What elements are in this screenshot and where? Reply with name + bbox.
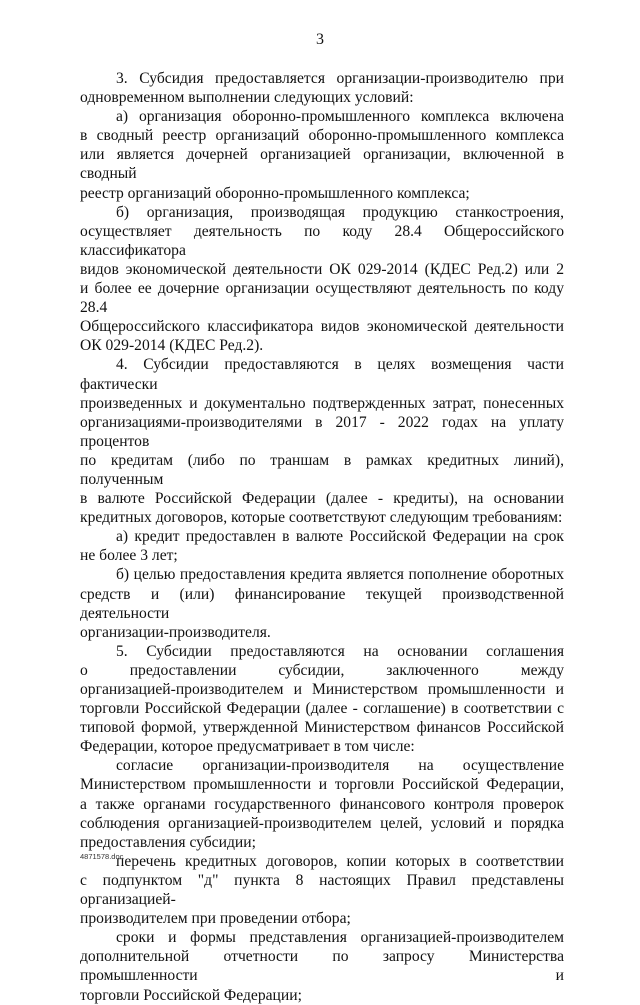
paragraph-last-line: одновременном выполнении следующих условий:: [80, 89, 414, 107]
paragraph-line: дополнительной отчетности по запросу Министерства промышленности и: [80, 948, 564, 985]
paragraph-line: с подпунктом "д" пункта 8 настоящих Правил представлены организацией-: [80, 871, 564, 909]
paragraph-last-line: организации-производителя.: [80, 623, 271, 641]
paragraph-last-line: производителем при проведении отбора;: [80, 910, 351, 928]
paragraph-line: 5. Субсидии предоставляются на основании соглашения: [116, 642, 564, 660]
paragraph: [80, 527, 564, 565]
paragraph-line: сроки и формы представления организацией-производителем: [116, 929, 564, 947]
paragraph-line: или является дочерней организацией организации, включенной в сводный: [80, 146, 564, 183]
paragraph-line: торговли Российской Федерации (далее - соглашение) в соответствии с: [80, 700, 564, 718]
paragraph: [80, 69, 564, 107]
paragraph-last-line: ОК 029-2014 (КДЕС Ред.2).: [80, 337, 264, 355]
paragraph-line: произведенных и документально подтвержденных затрат, понесенных: [80, 394, 564, 412]
paragraph-line: а) кредит предоставлен в валюте Российской Федерации на срок: [116, 528, 564, 546]
paragraph-last-line: реестр организаций оборонно-промышленного комплекса;: [80, 184, 470, 202]
paragraph-line: в валюте Российской Федерации (далее - кредиты), на основании: [80, 490, 564, 508]
paragraph-line: б) организация, производящая продукцию станкостроения,: [116, 203, 564, 221]
paragraph: [80, 852, 564, 928]
paragraph-last-line: Федерации, которое предусматривает в том числе:: [80, 738, 415, 756]
paragraph-line: Общероссийского классификатора видов экономической деятельности: [80, 318, 564, 336]
paragraph-line: Министерством промышленности и торговли Российской Федерации,: [80, 776, 564, 794]
paragraph-line: 4. Субсидии предоставляются в целях возмещения части фактически: [80, 356, 564, 393]
paragraph: [80, 355, 564, 527]
paragraph-last-line: торговли Российской Федерации;: [80, 986, 302, 1004]
paragraph-line: перечень кредитных договоров, копии которых в соответствии: [116, 852, 564, 870]
paragraph-line: и более ее дочерние организации осуществляют деятельность по коду 28.4: [80, 280, 564, 317]
paragraph: [80, 642, 564, 757]
paragraph-line: типовой формой, утвержденной Министерством финансов Российской: [80, 719, 564, 737]
paragraph-line: осуществляет деятельность по коду 28.4 Общероссийского классификатора: [80, 222, 564, 259]
paragraph: [80, 107, 564, 202]
document-body: [80, 69, 564, 1005]
paragraph-line: 3. Субсидия предоставляется организации-производителю при: [116, 70, 564, 87]
paragraph-last-line: кредитных договоров, которые соответствуют следующим требованиям:: [80, 509, 563, 527]
paragraph-line: по кредитам (либо по траншам в рамках кредитных линий), полученным: [80, 451, 564, 488]
paragraph: [80, 756, 564, 851]
paragraph-line: а) организация оборонно-промышленного комплекса включена: [116, 108, 564, 126]
paragraph-last-line: не более 3 лет;: [80, 547, 178, 565]
paragraph: [80, 203, 564, 356]
paragraph-line: о предоставлении субсидии, заключенного между: [80, 661, 564, 679]
paragraph: [80, 565, 564, 641]
paragraph-line: организацией-производителем и Министерством промышленности и: [80, 681, 564, 698]
paragraph-line: средств и (или) финансирование текущей производственной деятельности: [80, 585, 564, 622]
document-filename: 4871578.doc: [80, 852, 124, 861]
page-number: 3: [316, 31, 324, 48]
paragraph: [80, 928, 564, 1004]
paragraph-line: организациями-производителями в 2017 - 2022 годах на уплату процентов: [80, 413, 564, 450]
paragraph-line: видов экономической деятельности ОК 029-2014 (КДЕС Ред.2) или 2: [80, 260, 564, 278]
paragraph-line: а также органами государственного финансового контроля проверок: [80, 795, 564, 813]
paragraph-line: соблюдения организацией-производителем целей, условий и порядка: [80, 814, 564, 832]
paragraph-line: согласие организации-производителя на осуществление: [116, 757, 564, 775]
paragraph-line: б) целью предоставления кредита является пополнение оборотных: [116, 566, 564, 584]
paragraph-line: в сводный реестр организаций оборонно-промышленного комплекса: [80, 127, 564, 145]
paragraph-last-line: предоставления субсидии;: [80, 833, 256, 851]
